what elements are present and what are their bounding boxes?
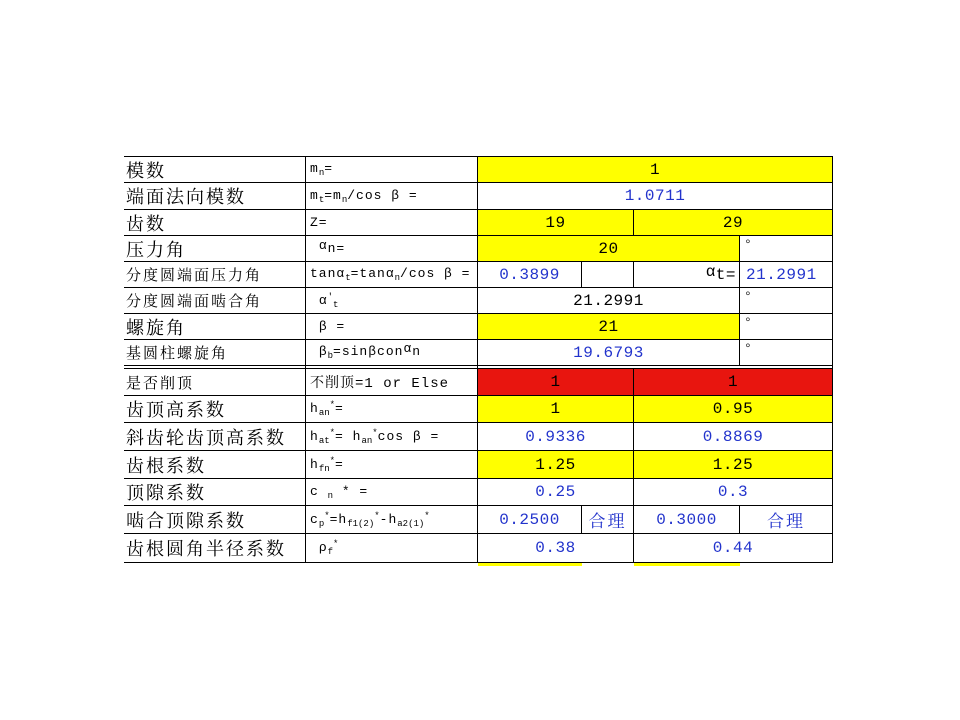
formula-symbol: β =: [318, 319, 346, 334]
formula-subscript: an: [318, 408, 330, 418]
gear-parameter-sheet: [124, 156, 833, 566]
unit-degree[interactable]: °: [740, 236, 833, 262]
label-tip-shortening[interactable]: 是否削顶: [124, 369, 306, 396]
value-helical-addendum-gear1[interactable]: 0.9336: [478, 423, 634, 451]
formula-expression: [310, 161, 333, 178]
next-row-cell-edge: [634, 563, 740, 566]
formula-symbol: α: [318, 292, 328, 308]
label-module[interactable]: 模数: [124, 157, 306, 183]
formula-base-helix-angle[interactable]: [306, 340, 478, 366]
formula-symbol: h: [310, 428, 319, 444]
formula-transverse-module[interactable]: [306, 183, 478, 210]
formula-subscript: t: [333, 299, 339, 310]
formula-symbol: 不削顶=1 or Else: [310, 376, 450, 392]
formula-symbol: =: [324, 161, 334, 176]
label-helix-angle[interactable]: 螺旋角: [124, 314, 306, 340]
value-tan-alpha-t[interactable]: 0.3899: [478, 262, 582, 288]
formula-superscript: *: [324, 510, 330, 521]
formula-symbol: -h: [379, 511, 398, 527]
formula-symbol: =h: [329, 511, 348, 527]
label-alpha-t[interactable]: [634, 262, 740, 288]
label-transverse-working-angle[interactable]: 分度圆端面啮合角: [124, 288, 306, 314]
formula-expression: [310, 428, 439, 446]
formula-symbol: m: [310, 187, 319, 203]
value-clearance-coefficient-gear1[interactable]: 0.25: [478, 479, 634, 506]
value-transverse-module[interactable]: 1.0711: [478, 183, 833, 210]
formula-expression: [310, 266, 470, 283]
formula-expression: [310, 319, 345, 334]
formula-clearance-coefficient[interactable]: [306, 479, 478, 506]
formula-superscript: *: [329, 455, 336, 466]
status-check-gear2[interactable]: 合理: [740, 506, 833, 534]
value-root-fillet-gear1[interactable]: 0.38: [478, 534, 634, 563]
label-clearance-coefficient[interactable]: 顶隙系数: [124, 479, 306, 506]
formula-superscript: *: [424, 510, 430, 521]
formula-symbol: =m: [324, 187, 342, 203]
formula-expression: [310, 238, 346, 256]
formula-helix-angle[interactable]: [306, 314, 478, 340]
value-pressure-angle[interactable]: 20: [478, 236, 740, 262]
label-transverse-pressure-angle[interactable]: 分度圆端面压力角: [124, 262, 306, 288]
formula-subscript: t: [345, 273, 351, 283]
value-mesh-clearance-gear1[interactable]: 0.2500: [478, 506, 582, 534]
label-tooth-count[interactable]: 齿数: [124, 210, 306, 236]
formula-superscript: *: [372, 427, 378, 438]
formula-module[interactable]: [306, 157, 478, 183]
formula-symbol: c: [310, 483, 328, 499]
formula-transverse-working-angle[interactable]: [306, 288, 478, 314]
formula-symbol: = h: [335, 428, 362, 444]
unit-degree[interactable]: °: [740, 288, 833, 314]
label-dedendum-coefficient[interactable]: 齿根系数: [124, 451, 306, 479]
value-dedendum-coefficient-gear1[interactable]: 1.25: [478, 451, 634, 479]
formula-symbol: * =: [333, 483, 369, 499]
formula-expression: [310, 539, 338, 557]
value-module[interactable]: 1: [478, 157, 833, 183]
formula-dedendum-coefficient[interactable]: [306, 451, 478, 479]
formula-subscript: a2(1): [397, 518, 425, 529]
formula-subscript: n: [318, 168, 325, 178]
unit-degree[interactable]: °: [740, 340, 833, 366]
formula-expression: [310, 511, 430, 529]
label-base-helix-angle[interactable]: 基圆柱螺旋角: [124, 340, 306, 366]
value-mesh-clearance-gear2[interactable]: 0.3000: [634, 506, 740, 534]
status-check-gear1[interactable]: 合理: [582, 506, 634, 534]
formula-expression: [310, 341, 422, 361]
label-addendum-coefficient[interactable]: 齿顶高系数: [124, 396, 306, 423]
formula-superscript: *: [374, 510, 380, 521]
label-transverse-module[interactable]: 端面法向模数: [124, 183, 306, 210]
value-alpha-t[interactable]: 21.2991: [740, 262, 833, 288]
formula-subscript: n: [341, 194, 348, 205]
formula-root-fillet-coefficient[interactable]: [306, 534, 478, 563]
formula-symbol: α: [318, 238, 328, 253]
formula-subscript: t: [318, 194, 325, 205]
formula-superscript: *: [329, 427, 336, 438]
value-helix-angle[interactable]: 21: [478, 314, 740, 340]
formula-symbol: m: [310, 161, 319, 176]
formula-mesh-clearance-coefficient[interactable]: [306, 506, 478, 534]
formula-symbol: =: [335, 456, 344, 472]
value-tooth-count-gear1[interactable]: 19: [478, 210, 634, 236]
formula-superscript: *: [329, 400, 336, 410]
formula-tooth-count[interactable]: [306, 210, 478, 236]
formula-symbol: h: [310, 456, 319, 472]
unit-degree[interactable]: °: [740, 314, 833, 340]
value-helical-addendum-gear2[interactable]: 0.8869: [634, 423, 833, 451]
formula-symbol: tanα: [310, 266, 346, 281]
value-tooth-count-gear2[interactable]: 29: [634, 210, 833, 236]
formula-symbol: =: [335, 401, 344, 416]
next-row-cell-edge: [478, 563, 582, 566]
formula-subscript: f: [327, 547, 334, 557]
formula-transverse-pressure-angle[interactable]: [306, 262, 478, 288]
label-mesh-clearance-coefficient[interactable]: 啮合顶隙系数: [124, 506, 306, 534]
formula-pressure-angle[interactable]: [306, 236, 478, 262]
formula-tip-shortening[interactable]: [306, 369, 478, 396]
formula-symbol: /cos β =: [400, 266, 471, 281]
label-helical-addendum-coefficient[interactable]: 斜齿轮齿顶高系数: [124, 423, 306, 451]
formula-subscript: f1(2): [347, 518, 375, 529]
formula-expression: [310, 372, 449, 392]
label-root-fillet-coefficient[interactable]: 齿根圆角半径系数: [124, 534, 306, 563]
formula-symbol: α: [403, 341, 413, 356]
formula-subscript: n: [394, 273, 401, 283]
formula-subscript: fn: [318, 463, 330, 474]
value-tip-shortening-gear2[interactable]: 1: [634, 369, 833, 396]
formula-expression: [310, 484, 368, 501]
formula-helical-addendum-coefficient[interactable]: [306, 423, 478, 451]
formula-symbol: Z=: [310, 215, 328, 230]
alpha-symbol: α: [705, 262, 716, 281]
value-dedendum-coefficient-gear2[interactable]: 1.25: [634, 451, 833, 479]
value-root-fillet-gear2[interactable]: 0.44: [634, 534, 833, 563]
formula-symbol: h: [310, 401, 319, 416]
value-base-helix-angle[interactable]: 19.6793: [478, 340, 740, 366]
alpha-subscript-label: t=: [715, 265, 736, 284]
value-transverse-working-angle[interactable]: 21.2991: [478, 288, 740, 314]
formula-symbol: n=: [327, 241, 346, 256]
formula-symbol: c: [310, 511, 319, 527]
formula-symbol: ρ: [318, 540, 328, 555]
formula-expression: [310, 188, 418, 205]
formula-expression: [310, 292, 338, 310]
value-tip-shortening-gear1[interactable]: 1: [478, 369, 634, 396]
formula-expression: [310, 456, 344, 474]
label-pressure-angle[interactable]: 压力角: [124, 236, 306, 262]
formula-addendum-coefficient[interactable]: [306, 396, 478, 423]
value-clearance-coefficient-gear2[interactable]: 0.3: [634, 479, 833, 506]
formula-symbol: n: [412, 344, 422, 359]
formula-symbol: /cos β =: [347, 187, 418, 203]
formula-subscript: b: [327, 351, 334, 361]
formula-subscript: p: [318, 518, 325, 529]
formula-symbol: cos β =: [377, 428, 440, 444]
formula-subscript: an: [361, 435, 373, 446]
formula-subscript: n: [327, 490, 334, 501]
value-addendum-coefficient-gear2[interactable]: 0.95: [634, 396, 833, 423]
formula-superscript: *: [333, 539, 339, 549]
formula-symbol: =tanα: [350, 266, 395, 281]
formula-expression: [310, 400, 344, 418]
formula-subscript: at: [318, 435, 330, 446]
empty-cell[interactable]: [582, 262, 634, 288]
formula-symbol: =sinβcon: [333, 344, 404, 359]
value-addendum-coefficient-gear1[interactable]: 1: [478, 396, 634, 423]
formula-symbol: β: [318, 344, 328, 359]
formula-expression: [310, 215, 328, 230]
formula-superscript: ': [327, 291, 334, 302]
